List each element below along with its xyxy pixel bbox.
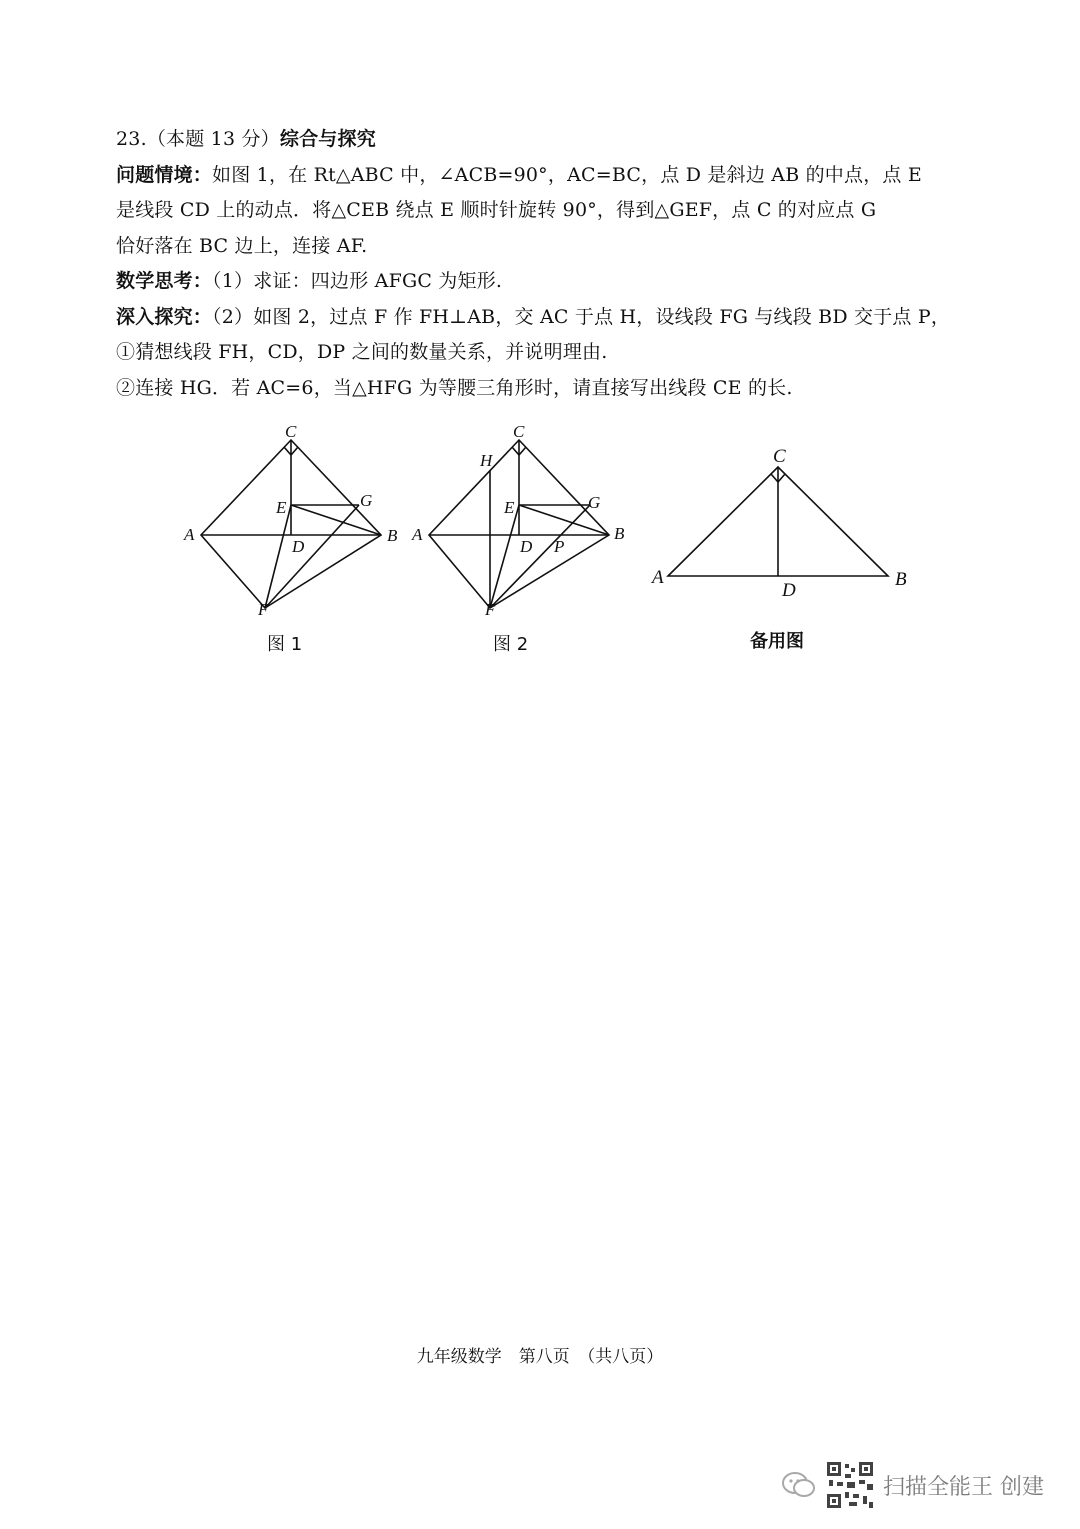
scenario-line-1 <box>116 158 956 194</box>
fig2-label-h: H <box>480 451 493 470</box>
fig1-label-c: C <box>285 422 297 441</box>
question-header <box>116 122 956 158</box>
scenario-label: 问题情境： <box>116 163 213 186</box>
fig1-label-d: D <box>292 537 305 556</box>
part-2-text: （2）如图 2，过点 F 作 FH⊥AB，交 AC 于点 H，设线段 FG 与线段 BD 交于点 P， <box>212 305 951 328</box>
part-2-label: 深入探究： <box>116 305 213 328</box>
figure-spare <box>648 440 918 600</box>
scenario-line-3: 恰好落在 BC 边上，连接 AF. <box>116 234 368 257</box>
fig3-label-b: B <box>895 569 907 590</box>
fig1-label-a: A <box>184 525 195 544</box>
figure-2 <box>408 420 638 630</box>
fig2-label-e: E <box>504 498 515 517</box>
question-number: 23. <box>116 128 147 150</box>
fig2-label-p: P <box>554 537 565 556</box>
scenario-text-1: 如图 1，在 Rt△ABC 中，∠ACB=90°，AC=BC，点 D 是斜边 AB 的中点，点 E <box>212 163 922 186</box>
fig1-label-e: E <box>276 498 287 517</box>
figure-1-caption: 图 1 <box>267 634 303 655</box>
fig2-label-b: B <box>614 524 625 543</box>
part-1-line <box>116 264 956 300</box>
figure-1-diagram <box>180 420 410 630</box>
scanner-watermark <box>781 1460 1044 1510</box>
part-1-label: 数学思考： <box>116 270 213 292</box>
scenario-line-2: 是线段 CD 上的动点．将△CEB 绕点 E 顺时针旋转 90°，得到△GEF，点 C 的对应点 G <box>116 199 877 221</box>
part-2-sub-2: ②连接 HG．若 AC=6，当△HFG 为等腰三角形时，请直接写出线段 CE 的长. <box>116 376 793 399</box>
page-footer: 九年级数学 第八页 （共八页） <box>416 1347 664 1367</box>
fig1-label-g: G <box>360 491 373 510</box>
figure-2-diagram <box>408 420 638 630</box>
figure-1 <box>180 420 410 630</box>
part-1-text: （1）求证：四边形 AFGC 为矩形. <box>212 270 503 292</box>
fig2-label-g: G <box>588 493 601 512</box>
watermark-text: 扫描全能王 创建 <box>883 1474 1044 1500</box>
fig1-label-b: B <box>387 526 398 545</box>
part-2-sub-1: ①猜想线段 FH，CD，DP 之间的数量关系，并说明理由. <box>116 341 608 363</box>
figure-spare-caption: 备用图 <box>750 631 804 652</box>
fig1-label-f: F <box>258 600 269 619</box>
qr-code-icon <box>825 1460 875 1510</box>
part-2-line <box>116 300 956 336</box>
figure-spare-diagram <box>648 440 918 600</box>
fig3-label-c: C <box>773 446 786 467</box>
question-points: （本题 13 分） <box>146 128 280 150</box>
wechat-icon <box>781 1470 817 1500</box>
question-23 <box>116 122 956 406</box>
fig2-label-d: D <box>520 537 533 556</box>
figure-2-caption: 图 2 <box>493 634 529 655</box>
fig2-label-c: C <box>513 422 525 441</box>
fig2-label-a: A <box>412 525 423 544</box>
fig3-label-d: D <box>782 580 796 601</box>
fig2-label-f: F <box>485 600 496 619</box>
question-title: 综合与探究 <box>279 128 376 150</box>
fig3-label-a: A <box>652 567 664 588</box>
